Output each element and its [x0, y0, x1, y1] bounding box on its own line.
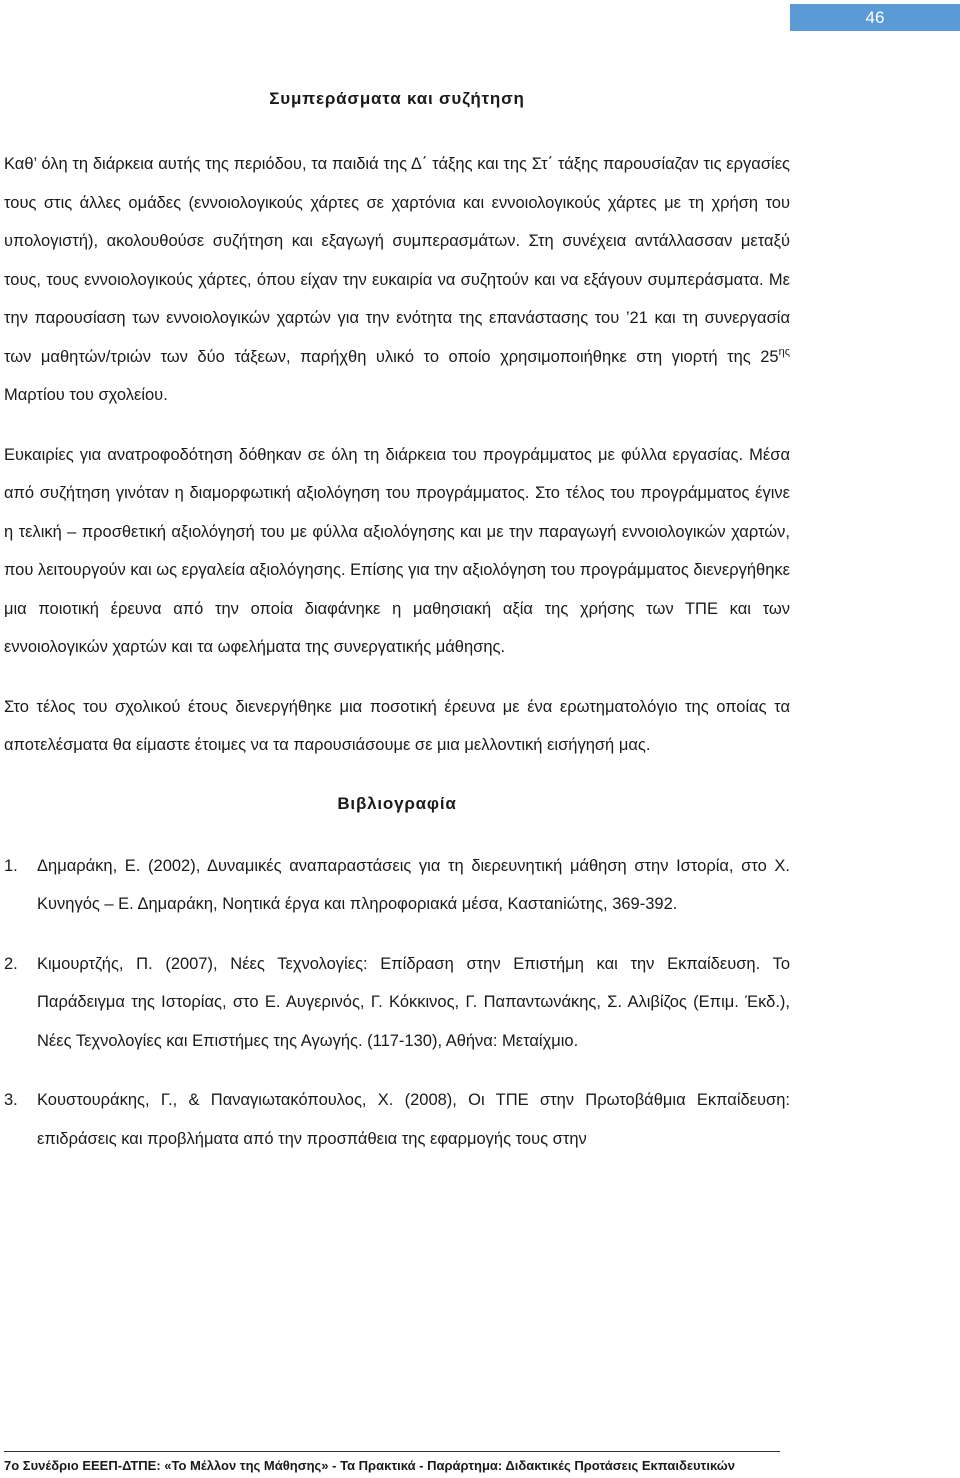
bibliography-list	[4, 847, 790, 1159]
paragraph-text: Μαρτίου του σχολείου.	[4, 386, 168, 404]
conclusions-heading: Συμπεράσματα και συζήτηση	[269, 89, 525, 108]
bibliography-item-text: Κιμουρτζής, Π. (2007), Νέες Τεχνολογίες: Επίδραση στην Επιστήμη και την Εκπαίδευση. Το Παράδειγμα της Ιστορίας, στο Ε. Αυγερινός, Γ. Κόκκινος, Γ. Παπαντωνάκης, Σ. Αλιβίζος (Επιμ. Έκδ.), Νέες Τεχνολογίες και Επιστήμες της Αγωγής. (117-130), Αθήνα: Μεταίχμιο.	[37, 954, 790, 1050]
conclusions-paragraph-1	[4, 145, 790, 415]
paragraph-text: Καθ’ όλη τη διάρκεια αυτής της περιόδου, τα παιδιά της Δ΄ τάξης και της Στ΄ τάξης παρουσίαζαν τις εργασίες τους στις άλλες ομάδες (εννοιολογικούς χάρτες σε χαρτόνια και εννοιολογικούς χάρτες με τη χρήση του υπολογιστή), ακολουθούσε συζήτηση και εξαγωγή συμπερασμάτων. Στη συνέχεια αντάλλασσαν μεταξύ τους, τους εννοιολογικούς χάρτες, όπου είχαν την ευκαιρία να συζητούν και να εξάγουν συμπεράσματα. Με την παρουσίαση των εννοιολογικών χαρτών για την ενότητα της επανάστασης του ’21 και τη συνεργασία των μαθητών/τριών των δύο τάξεων, παρήχθη υλικό το οποίο χρησιμοποιήθηκε στη γιορτή της 25	[4, 155, 790, 366]
bibliography-item	[4, 1081, 790, 1158]
footer-divider	[4, 1451, 780, 1452]
bibliography-item-text: Δημαράκη, Ε. (2002), Δυναμικές αναπαραστάσεις για τη διερευνητική μάθηση στην Ιστορία, στο Χ. Κυνηγός – Ε. Δημαράκη, Νοητικά έργα και πληροφοριακά μέσα, Κασταniώτης, 369-392.	[37, 856, 790, 913]
ordinal-suffix: ης	[778, 345, 790, 358]
bibliography-item-text: Κουστουράκης, Γ., & Παναγιωτακόπουλος, Χ. (2008), Οι ΤΠΕ στην Πρωτοβάθμια Εκπαίδευση: επιδράσεις και προβλήματα από την προσπάθεια της εφαρμογής τους στην	[37, 1091, 790, 1148]
bibliography-item	[4, 847, 790, 924]
bibliography-item-number: 3.	[4, 1091, 18, 1109]
conclusions-paragraph-3: Στο τέλος του σχολικού έτους διενεργήθηκε μια ποσοτική έρευνα με ένα ερωτηματολόγιο της οποίας τα αποτελέσματα θα είμαστε έτοιμες να τα παρουσιάσουμε σε μια μελλοντική εισήγησή μας.	[4, 697, 790, 754]
bibliography-heading: Βιβλιογραφία	[337, 793, 457, 813]
page-number: 46	[790, 4, 960, 31]
document-body	[4, 84, 790, 1158]
bibliography-item-number: 2.	[4, 954, 18, 973]
page-footer: 7ο Συνέδριο ΕΕΕΠ-ΔΤΠΕ: «Το Μέλλον της Μάθησης» - Τα Πρακτικά - Παράρτημα: Διδακτικές Προτάσεις Εκπαιδευτικών	[4, 1458, 736, 1473]
conclusions-paragraph-2: Ευκαιρίες για ανατροφοδότηση δόθηκαν σε όλη τη διάρκεια του προγράμματος με φύλλα εργασίας. Μέσα από συζήτηση γινόταν η διαμορφωτική αξιολόγηση του προγράμματος. Στο τέλος του προγράμματος έγινε η τελική – προσθετική αξιολόγησή του με φύλλα αξιολόγησης και με την παραγωγή εννοιολογικών χαρτών, που λειτουργούν και ως εργαλεία αξιολόγησης. Επίσης για την αξιολόγηση του προγράμματος διενεργήθηκε μια ποιοτική έρευνα από την οποία διαφάνηκε η μαθησιακή αξία της χρήσης των ΤΠΕ και των εννοιολογικών χαρτών και τα ωφελήματα της συνεργατικής μάθησης.	[4, 445, 790, 656]
bibliography-item	[4, 945, 790, 1061]
bibliography-item-number: 1.	[4, 856, 18, 875]
